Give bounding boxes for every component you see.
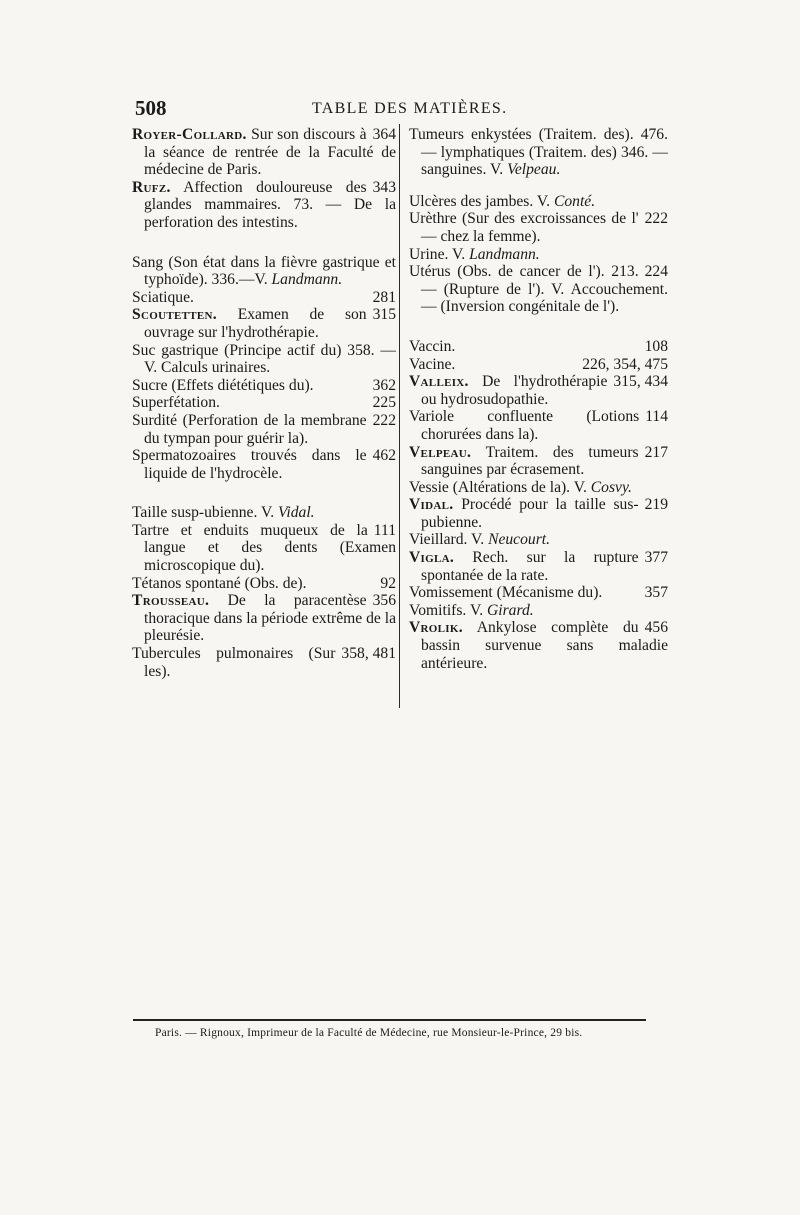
page-header (135, 96, 665, 126)
entry-page-ref: 377 (644, 549, 668, 567)
index-entry (132, 592, 396, 645)
index-entry (132, 289, 396, 307)
entry-text: Vessie (Altérations de la). V. (409, 478, 587, 496)
entry-page-ref: 114 (645, 408, 668, 426)
entry-cross-ref: Vidal. (278, 504, 315, 522)
entry-text: Sciatique. (132, 288, 194, 306)
entry-cross-ref: Landmann. (469, 245, 540, 263)
entry-text: Vieillard. V. (409, 531, 485, 549)
entry-text: Taille susp-ubienne. V. (132, 504, 275, 522)
index-entry (409, 496, 668, 531)
entry-text: Ulcères des jambes. V. (409, 192, 551, 210)
left-index-column (132, 126, 396, 680)
index-entry (409, 210, 668, 245)
entry-author: Royer-Collard. (132, 126, 247, 143)
entry-text: Tétanos spontané (Obs. de). (132, 574, 307, 592)
index-entry (409, 602, 668, 620)
index-entry (409, 263, 668, 316)
entry-spacer (409, 316, 668, 338)
index-entry (409, 373, 668, 408)
index-entry (409, 531, 668, 549)
entry-page-ref: 222 (372, 411, 396, 429)
entry-text: Affection douloureuse des glandes mammaires. 73. — De la perforation des intestins. (144, 178, 396, 231)
entry-text: Superfétation. (132, 394, 220, 412)
entry-page-ref: 222 (644, 210, 668, 228)
index-entry (132, 645, 396, 680)
entry-page-ref: 362 (372, 376, 396, 394)
entry-cross-ref: Cosvy. (590, 478, 632, 496)
entry-page-ref: 111 (373, 521, 396, 539)
index-entry (132, 254, 396, 289)
entry-text: Tartre et enduits muqueux de la langue et des dents (Examen microscopique du). (132, 521, 396, 575)
index-entry (132, 306, 396, 341)
running-title: TABLE DES MATIÈRES. (312, 100, 508, 117)
index-entry (132, 412, 396, 447)
entry-page-ref: 364 (372, 126, 396, 143)
entry-text: Sang (Son état dans la fièvre gastrique et typhoïde). 336.—V. (132, 253, 396, 289)
entry-text: Utérus (Obs. de cancer de l'). 213. — (Rupture de l'). V. Accouchement. — (Inversion congénitale de l'). (409, 263, 668, 316)
entry-text: Examen de son ouvrage sur l'hydrothérapie. (144, 306, 367, 341)
column-divider (399, 124, 400, 708)
entry-author: Scoutetten. (132, 306, 217, 324)
index-entry (409, 126, 668, 179)
entry-author: Rufz. (132, 178, 171, 196)
index-entry (132, 447, 396, 482)
entry-text: De l'hydrothérapie ou hydrosudopathie. (421, 373, 608, 408)
entry-text: Surdité (Perforation de la membrane du tympan pour guérir la). (132, 411, 367, 447)
index-entry (409, 193, 668, 211)
index-entry (409, 444, 668, 479)
entry-text: Ankylose complète du bassin survenue sans maladie antérieure. (421, 619, 668, 672)
entry-page-ref: 226, 354, 475 (582, 355, 668, 373)
index-entry (409, 246, 668, 264)
entry-text: Vaccin. (409, 337, 456, 355)
entry-text: Vomissement (Mécanisme du). (409, 584, 603, 602)
entry-text: Spermatozoaires trouvés dans le liquide de l'hydrocèle. (132, 447, 367, 482)
index-entry (409, 338, 668, 356)
index-entry (409, 549, 668, 584)
entry-cross-ref: Neucourt. (488, 531, 550, 549)
index-entry (132, 377, 396, 395)
entry-text: Variole confluente (Lotions chorurées dans la). (409, 408, 640, 443)
entry-page-ref: 456 (644, 619, 668, 637)
entry-text: Rech. sur la rupture spontanée de la rate. (421, 549, 639, 584)
page-number: 508 (135, 96, 167, 120)
entry-page-ref: 225 (372, 394, 396, 412)
entry-author: Trousseau. (132, 592, 210, 610)
entry-author: Velpeau. (409, 443, 472, 461)
entry-author: Vrolik. (409, 619, 463, 637)
printer-imprint: Paris. — Rignoux, Imprimeur de la Faculté de Médecine, rue Monsieur-le-Prince, 29 bis. (155, 1027, 583, 1039)
entry-page-ref: 281 (372, 288, 396, 306)
index-entry (409, 356, 668, 374)
entry-text: Vacine. (409, 355, 456, 373)
entry-text: Sucre (Effets diététiques du). (132, 376, 314, 394)
entry-cross-ref: Landmann. (271, 271, 343, 289)
footer-rule (133, 1019, 646, 1021)
entry-text: Urèthre (Sur des excroissances de l' — chez la femme). (409, 210, 639, 245)
entry-cross-ref: Girard. (487, 601, 534, 619)
entry-text: Tubercules pulmonaires (Sur les). (132, 645, 336, 680)
entry-page-ref: 356 (372, 592, 396, 610)
entry-text: De la paracentèse thoracique dans la période extrême de la pleurésie. (144, 592, 396, 645)
entry-spacer (132, 232, 396, 254)
entry-spacer (409, 179, 668, 193)
entry-text: Urine. V. (409, 245, 466, 263)
index-entry (132, 179, 396, 232)
entry-page-ref: 224 (644, 263, 668, 281)
index-entry (409, 479, 668, 497)
right-index-column (409, 126, 668, 672)
entry-cross-ref: Conté. (553, 192, 596, 210)
entry-page-ref: 92 (380, 574, 396, 592)
entry-text: Suc gastrique (Principe actif du) 358. — V. Calculs urinaires. (132, 341, 396, 377)
index-entry (409, 584, 668, 602)
entry-spacer (132, 482, 396, 504)
entry-text: Procédé pour la taille sus-pubienne. (421, 496, 639, 531)
entry-page-ref: 219 (644, 496, 668, 514)
index-entry (409, 619, 668, 672)
entry-page-ref: 358, 481 (341, 645, 396, 663)
index-entry (132, 394, 396, 412)
entry-page-ref: 357 (644, 584, 668, 602)
entry-page-ref: 462 (372, 447, 396, 465)
entry-cross-ref: Velpeau. (507, 161, 561, 179)
entry-text: Traitem. des tumeurs sanguines par écrasement. (421, 443, 639, 479)
entry-text: Vomitifs. V. (409, 601, 484, 619)
index-entry (132, 126, 396, 179)
entry-page-ref: 108 (644, 337, 668, 355)
index-entry (132, 522, 396, 575)
entry-page-ref: 343 (372, 178, 396, 196)
entry-page-ref: 315, 434 (613, 373, 668, 391)
entry-author: Valleix. (409, 373, 469, 391)
entry-text: Sur son discours à la séance de rentrée de la Faculté de médecine de Paris. (144, 126, 396, 179)
index-entry (132, 575, 396, 593)
entry-page-ref: 217 (644, 443, 668, 461)
entry-page-ref: 315 (372, 306, 396, 324)
index-entry (132, 342, 396, 377)
index-entry (132, 504, 396, 522)
entry-author: Vidal. (409, 496, 454, 514)
entry-author: Vigla. (409, 549, 455, 567)
index-entry (409, 408, 668, 443)
entry-text: Tumeurs enkystées (Traitem. des). 476. — lymphatiques (Traitem. des) 346. — sanguines. V. (409, 126, 668, 179)
